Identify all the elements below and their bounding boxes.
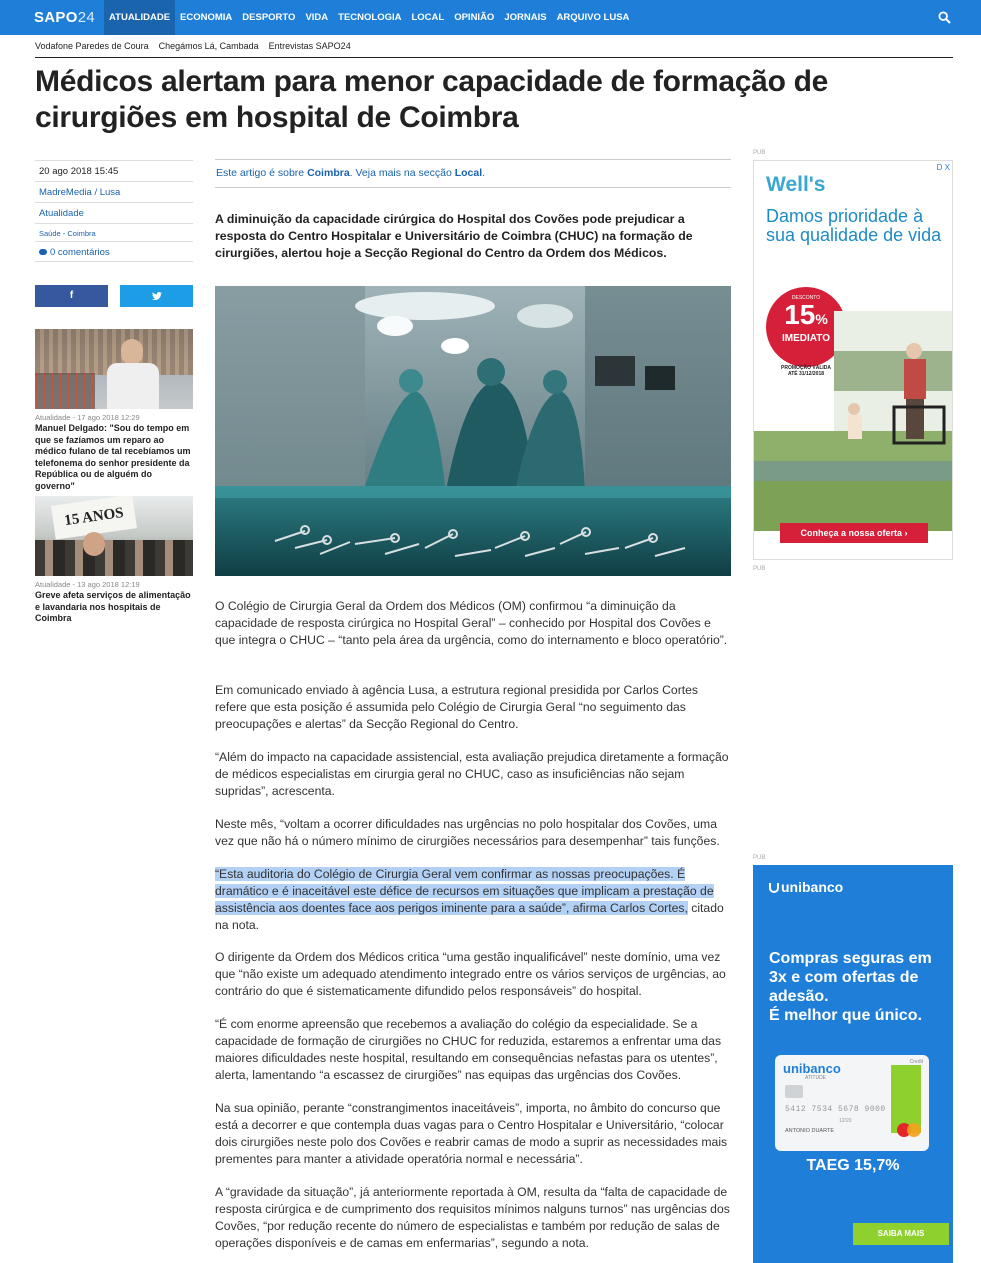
unibanco-headline: Compras seguras em 3x e com ofertas de adesão.	[769, 950, 932, 1005]
related-headline[interactable]: Greve afeta serviços de alimentação e lavandaria nos hospitais de Coimbra	[35, 590, 191, 623]
mastercard-icon	[897, 1123, 921, 1137]
card-brand: unibanco	[783, 1061, 841, 1076]
subnav-link[interactable]: Vodafone Paredes de Coura	[35, 41, 149, 51]
selected-text: “Esta auditoria do Colégio de Cirurgia Geral vem confirmar as nossas preocupações. É dramático e é inaceitável este défice de recursos em situações que implicam a prestação de assistência aos doentes face aos perigos iminente para a saúde”, afirma Carlos Cortes,	[215, 867, 714, 915]
article-paragraph: A “gravidade da situação”, já anteriormente reportada à OM, resulta da “falta de capacidade de resposta cirúrgica e de cumprimento dos requisitos mínimos nalguns turnos” nas urgências dos Covões, “por redução recente do número de especialistas e também por redução de salas de operações disponíveis e de camas em enfermarias”, segundo a nota.	[215, 1185, 730, 1250]
photo-railing	[35, 373, 95, 409]
nav-item-atualidade[interactable]: ATUALIDADE	[104, 0, 175, 35]
article-paragraph: “É com enorme apreensão que recebemos a avaliação do colégio da especialidade. Se a capacidade de formação de cirurgiões no CHUC for reduzida, estaremos a enfrentar uma das maiores dificuldades neste hospital, resultando em consequências nefastas para os utentes”, alerta, lamentando “a escassez de cirurgiões” nas equipas das urgências dos Covões.	[215, 1017, 722, 1082]
photo-person-head	[121, 339, 143, 365]
nav-item-desporto[interactable]: DESPORTO	[242, 12, 296, 23]
nav-item-tecnologia[interactable]: TECNOLOGIA	[338, 12, 402, 23]
ad-label: PUB	[753, 150, 766, 156]
related-article[interactable]	[35, 496, 193, 625]
article-title: Médicos alertam para menor capacidade de formação de cirurgiões em hospital de Coimbra	[35, 65, 829, 134]
twitter-share-button[interactable]	[120, 285, 193, 307]
unibanco-u-icon	[769, 883, 779, 893]
operating-room-illustration	[215, 286, 731, 576]
ad-label: PUB	[753, 855, 766, 861]
wells-logo: Well's	[766, 173, 826, 196]
unibanco-subheadline: É melhor que único.	[769, 1007, 922, 1024]
article-meta	[35, 160, 193, 262]
divider	[35, 57, 953, 58]
nav-item-jornais[interactable]: JORNAIS	[504, 12, 547, 23]
nav-item-economia[interactable]: ECONOMIA	[180, 12, 233, 23]
wells-advertisement[interactable]	[753, 160, 953, 560]
ad-choices-badge[interactable]: D X	[936, 163, 950, 172]
facebook-share-button[interactable]	[35, 285, 108, 307]
main-nav	[104, 0, 634, 35]
subnav-link[interactable]: Chegámos Lá, Cambada	[158, 41, 259, 51]
card-chip	[785, 1085, 803, 1098]
article-paragraph: Na sua opinião, perante “constrangimentos inaceitáveis”, importa, no âmbito do concurso que está a decorrer e que contempla duas vagas para o Centro Hospitalar e Universitário, “colocar dois cirurgiões neste polo dos Covões e reabrir camas de modo a suprir as necessidades mais prementes para manter a atividade operatória normal e necessária”.	[215, 1101, 728, 1166]
article-paragraph: “Além do impacto na capacidade assistencial, esta avaliação prejudica diretamente a formação de médicos especialistas em cirurgia geral no CHUC, caso as insuficiências não sejam supridas”, acrescenta.	[215, 750, 729, 798]
photo-crowd	[35, 540, 193, 576]
nav-item-local[interactable]: LOCAL	[411, 12, 445, 23]
article-date: 20 ago 2018 15:45	[35, 160, 193, 181]
related-headline[interactable]: Manuel Delgado: "Sou do tempo em que se fazíamos um reparo ao médico fulano de tal recebíamos um telefonema do senhor presidente da República ou de alguém do governo"	[35, 423, 191, 491]
photo-person-body	[107, 363, 159, 409]
nav-item-opiniao[interactable]: OPINIÃO	[454, 12, 495, 23]
about-place-link[interactable]: Coimbra	[307, 167, 350, 179]
photo-protest-sign: 15 ANOS	[51, 496, 137, 540]
nav-item-vida[interactable]: VIDA	[305, 12, 329, 23]
unibanco-advertisement[interactable]	[753, 865, 953, 1263]
wells-tagline: Damos prioridade à sua qualidade de vida	[766, 206, 942, 245]
article-paragraph: O dirigente da Ordem dos Médicos critica “uma gestão inqualificável” neste domínio, uma vez que “não existe um adequado atendimento integrado entre os vários serviços de urgências, ao contrário do que é sistematicamente difundido pelos responsáveis” do hospital.	[215, 950, 726, 998]
article-paragraph: O Colégio de Cirurgia Geral da Ordem dos Médicos (OM) confirmou “a diminuição da capacidade de resposta cirúrgica no Hospital Geral” – conhecido por Hospital dos Covões e que integra o CHUC – “tanto pela área da urgência, como do internamento e bloco operatório”.	[215, 599, 728, 647]
about-section-link[interactable]: Local	[454, 167, 483, 179]
taeg-label: TAEG 15,7%	[806, 1157, 900, 1174]
related-thumbnail[interactable]	[35, 329, 193, 409]
comments-count: 0 comentários	[50, 247, 110, 258]
article-section-link[interactable]: Atualidade	[35, 202, 193, 223]
facebook-icon: f	[69, 290, 74, 301]
ad-label: PUB	[753, 566, 766, 572]
card-holder: ANTONIO DUARTE	[785, 1128, 834, 1134]
ad-photo	[754, 311, 953, 531]
card-type: Credit	[909, 1059, 923, 1065]
article-lead: A diminuição da capacidade cirúrgica do Hospital dos Covões pode prejudicar a resposta do Centro Hospitalar e Universitário de Coimbra (CHUC) na formação de cirurgiões, alertou hoje a Secção Regional do Centro da Ordem dos Médicos.	[215, 212, 693, 260]
top-nav-bar	[0, 0, 981, 35]
photo-person	[83, 532, 105, 556]
article-tags[interactable]: Saúde - Coimbra	[35, 223, 193, 241]
article-hero-image	[215, 286, 731, 576]
card-number: 5412 7534 5678 9000	[785, 1105, 886, 1114]
discount-badge: DESCONTO 15% IMEDIATO	[766, 287, 846, 367]
card-sub: ATITUDE	[805, 1075, 827, 1081]
wells-cta-button[interactable]: Conheça a nossa oferta ›	[780, 523, 928, 543]
article-about-bar: Este artigo é sobre Coimbra. Veja mais na secção Local.	[215, 159, 731, 188]
related-article[interactable]	[35, 329, 193, 492]
promo-validity: PROMOÇÃO VÁLIDA ATÉ 31/12/2018	[781, 365, 831, 377]
search-icon[interactable]	[938, 11, 951, 24]
article-paragraph-quote: “Esta auditoria do Colégio de Cirurgia Geral vem confirmar as nossas preocupações. É dramático e é inaceitável este défice de recursos em situações que implicam a prestação de assistência aos doentes face aos perigos iminente para a saúde”, afirma Carlos Cortes, citado na nota.	[215, 867, 724, 932]
card-expiry: 12/20	[839, 1118, 852, 1124]
unibanco-logo: unibanco	[769, 879, 843, 895]
comments-link[interactable]	[35, 241, 193, 262]
subnav-link[interactable]: Entrevistas SAPO24	[268, 41, 351, 51]
comment-icon	[39, 249, 47, 255]
nav-item-arquivo-lusa[interactable]: ARQUIVO LUSA	[556, 12, 630, 23]
related-thumbnail[interactable]	[35, 496, 193, 576]
related-date: Atualidade - 17 ago 2018 12:29	[35, 413, 140, 422]
site-logo[interactable]: SAPO24	[34, 9, 96, 26]
credit-card-image	[775, 1055, 929, 1151]
article-author[interactable]: MadreMedia / Lusa	[35, 181, 193, 202]
saiba-mais-button[interactable]: SAIBA MAIS	[853, 1223, 949, 1245]
article-paragraph: Em comunicado enviado à agência Lusa, a estrutura regional presidida por Carlos Cortes refere que esta posição é assumida pelo Colégio de Cirurgia Geral “no seguimento das preocupações e alertas” da Secção Regional do Centro.	[215, 683, 699, 731]
article-paragraph: Neste mês, “voltam a ocorrer dificuldades nas urgências no polo hospitalar dos Covões, uma vez que não há o número mínimo de cirurgiões necessários para desempenhar” tais funções.	[215, 817, 720, 848]
related-date: Atualidade - 13 ago 2018 12:19	[35, 580, 140, 589]
twitter-icon	[152, 292, 162, 300]
sub-nav	[35, 41, 351, 51]
